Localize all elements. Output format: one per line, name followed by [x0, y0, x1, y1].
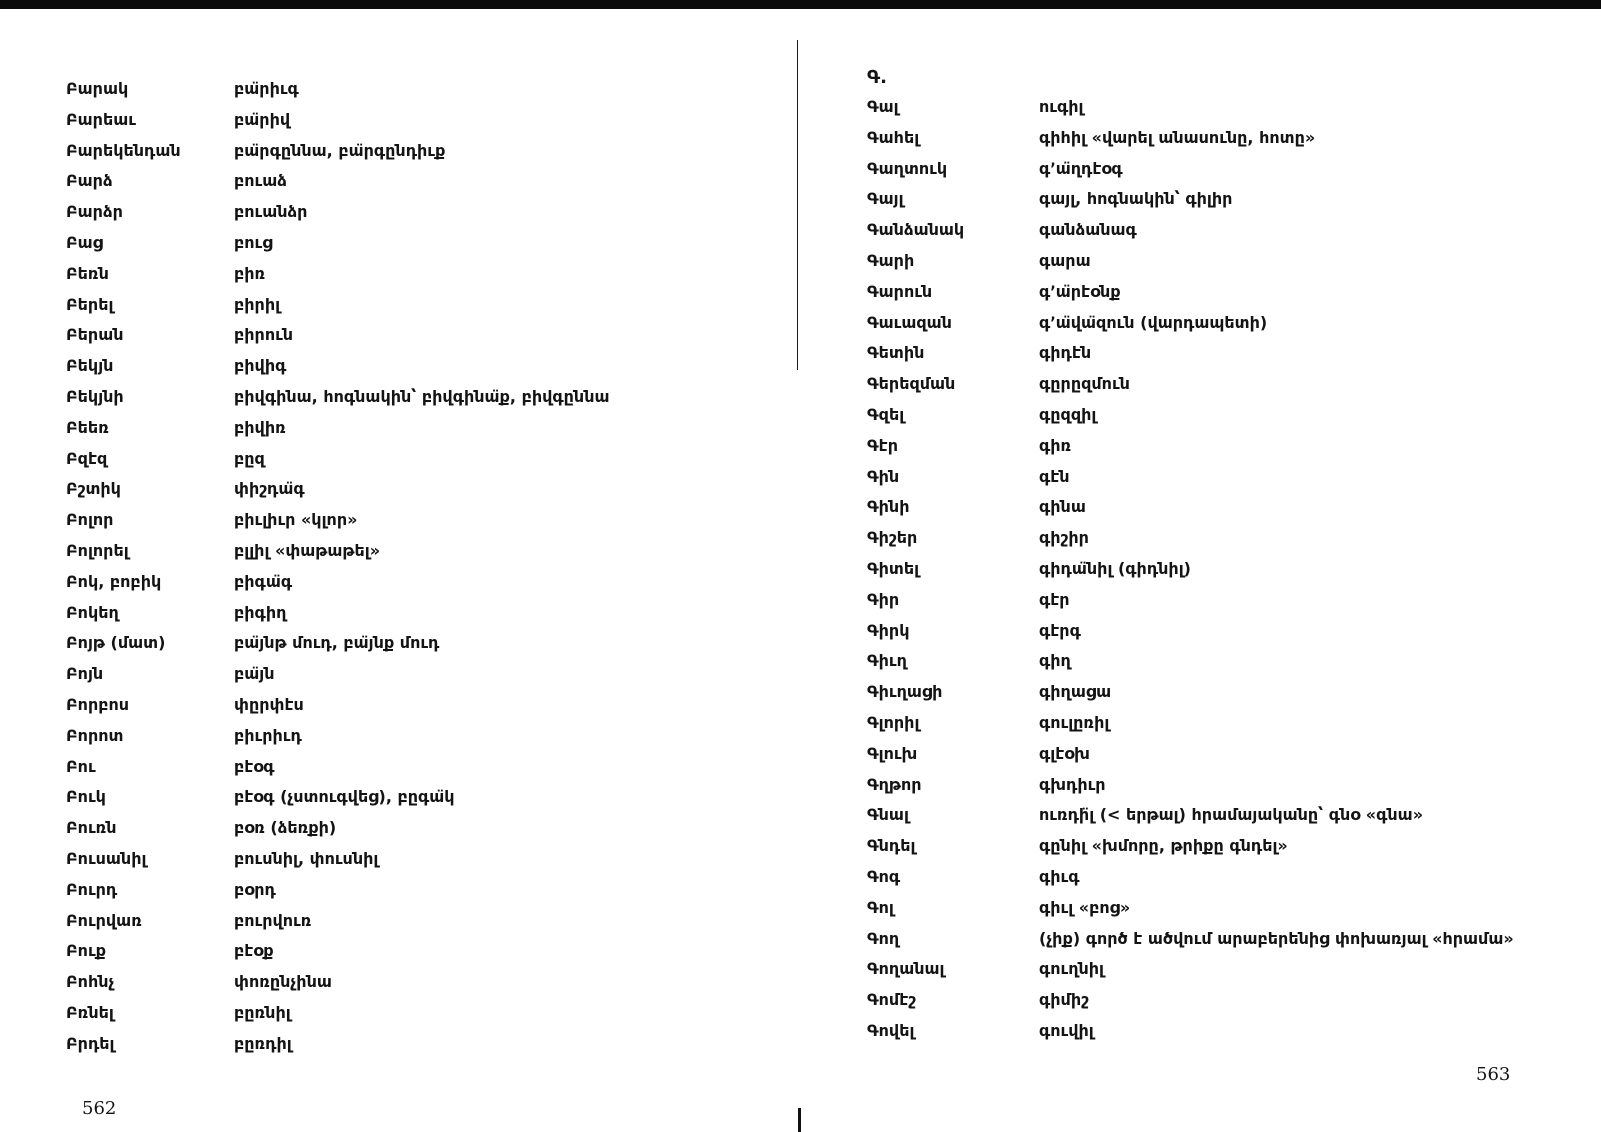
- entry-headword: Բոլորել: [66, 540, 129, 560]
- entry-dialect-form: բօռ (ձեռքի): [234, 818, 337, 838]
- entry-headword: Գնդել: [867, 836, 916, 856]
- entry-dialect-form: բիվիռ: [234, 417, 286, 437]
- entry-dialect-form: բօրդ: [234, 879, 276, 899]
- entry-dialect-form: գանձանագ: [1039, 220, 1137, 240]
- entry-headword: Գլուխ: [867, 743, 918, 763]
- entry-headword: Գանձանակ: [867, 220, 965, 240]
- entry-dialect-form: փիշդա̈գ: [234, 479, 305, 499]
- entry-headword: Բարեկենդան: [66, 140, 181, 160]
- entry-dialect-form: բիվիգ: [234, 356, 287, 376]
- entry-headword: Գողանալ: [867, 959, 945, 979]
- entry-headword: Բշտիկ: [66, 479, 121, 499]
- entry-dialect-form: գէրգ: [1039, 620, 1081, 640]
- page-number-right: 563: [1476, 1064, 1511, 1085]
- entry-headword: Գիշեր: [867, 528, 918, 548]
- entry-headword: Բեկյն: [66, 356, 114, 376]
- entry-dialect-form: բիւլիւր «կլոր»: [234, 510, 358, 530]
- entry-dialect-form: բէօգ (չստուգվեց), բըգա̈կ: [234, 787, 455, 807]
- entry-headword: Գարի: [867, 250, 915, 270]
- entry-dialect-form: բըռնիլ: [234, 1002, 291, 1022]
- entry-dialect-form: բիւրիւդ: [234, 725, 302, 745]
- entry-dialect-form: բա̈յն: [234, 664, 275, 684]
- entry-dialect-form: գիշիր: [1039, 528, 1089, 548]
- entry-headword: Բեեռ: [66, 417, 109, 437]
- entry-headword: Գլորիլ: [867, 712, 920, 732]
- entry-dialect-form: բա̈րիվ: [234, 109, 291, 129]
- entry-dialect-form: բըզ: [234, 448, 265, 468]
- entry-dialect-form: գ՚ա̈վա̈զուն (վարդապետի): [1039, 312, 1268, 332]
- entry-dialect-form: փըրփէս: [234, 694, 304, 714]
- entry-headword: Բարձր: [66, 202, 123, 222]
- entry-headword: Գարուն: [867, 281, 933, 301]
- entry-dialect-form: բէօք: [234, 941, 274, 961]
- entry-dialect-form: գիղացա: [1039, 682, 1112, 702]
- entry-dialect-form: բա̈յնթ մուդ, բա̈յնք մուդ: [234, 633, 440, 653]
- entry-headword: Գէր: [867, 435, 898, 455]
- entry-headword: Գաւազան: [867, 312, 952, 332]
- entry-dialect-form: (չիք) գործ է ածվում արաբերենից փոխառյալ «հրամա»: [1039, 928, 1514, 948]
- entry-headword: Բուրվառ: [66, 910, 142, 930]
- entry-dialect-form: բէօգ: [234, 756, 275, 776]
- entry-dialect-form: գուվիլ: [1039, 1020, 1094, 1040]
- entry-headword: Բեկյնի: [66, 386, 124, 406]
- entry-headword: Բուկ: [66, 787, 106, 807]
- entry-headword: Բարձ: [66, 171, 113, 191]
- entry-headword: Բարակ: [66, 79, 129, 98]
- entry-headword: Բու: [66, 756, 96, 776]
- entry-headword: Բոյթ (մատ): [66, 633, 166, 653]
- entry-headword: Գովել: [867, 1020, 915, 1040]
- entry-headword: Բոհնչ: [66, 972, 115, 992]
- left-page: [0, 0, 797, 1131]
- entry-headword: Բուք: [66, 941, 106, 961]
- entry-headword: Գիտել: [867, 558, 920, 578]
- entry-headword: Գալ: [867, 97, 899, 116]
- entry-dialect-form: գուղնիլ: [1039, 959, 1105, 979]
- entry-dialect-form: գըզզիլ: [1039, 404, 1097, 424]
- entry-headword: Գաղտուկ: [867, 158, 948, 178]
- entry-dialect-form: բըռդիլ: [234, 1033, 292, 1053]
- section-letter: Գ.: [867, 67, 887, 88]
- entry-headword: Բերել: [66, 294, 114, 314]
- entry-headword: Բրդել: [66, 1033, 115, 1053]
- entry-dialect-form: գխդիւր: [1039, 774, 1106, 794]
- entry-headword: Գահել: [867, 127, 920, 147]
- entry-dialect-form: գիւգ: [1039, 866, 1080, 886]
- entry-dialect-form: բուց: [234, 232, 273, 252]
- entry-dialect-form: գիմիշ: [1039, 990, 1089, 1010]
- entry-dialect-form: գուլըռիլ: [1039, 712, 1110, 732]
- entry-headword: Բարեաւ: [66, 109, 136, 129]
- entry-headword: Բերան: [66, 325, 124, 345]
- entry-headword: Բռնել: [66, 1002, 114, 1022]
- entry-headword: Գետին: [867, 343, 925, 363]
- right-page: [800, 0, 1601, 1131]
- entry-dialect-form: բուաձ: [234, 171, 287, 191]
- entry-dialect-form: փոռընչինա: [234, 972, 332, 992]
- entry-dialect-form: գայլ, հոգնակին՝ գիլիր: [1039, 189, 1233, 209]
- entry-dialect-form: գիւլ «բոց»: [1039, 897, 1131, 917]
- entry-dialect-form: բա̈րիւգ: [234, 79, 299, 98]
- entry-dialect-form: բա̈րգըննա, բա̈րգընդիւք: [234, 140, 446, 160]
- entry-headword: Գերեզման: [867, 374, 956, 394]
- entry-headword: Բուռն: [66, 818, 117, 838]
- entry-headword: Բոկ, բոբիկ: [66, 571, 162, 591]
- entry-dialect-form: բիվգինա, հոգնակին՝ բիվգինա̈ք, բիվգըննա: [234, 386, 610, 406]
- entry-dialect-form: բիռ: [234, 263, 266, 283]
- entry-headword: Գզել: [867, 404, 905, 424]
- entry-dialect-form: գիհիլ «վարել անասունը, հոտը»: [1039, 127, 1316, 147]
- entry-dialect-form: գըրըզմուն: [1039, 374, 1130, 394]
- entry-headword: Բորբոս: [66, 694, 130, 714]
- entry-headword: Բոլոր: [66, 510, 114, 530]
- entry-dialect-form: գ՚ա̈րէօնք: [1039, 281, 1121, 301]
- entry-headword: Բզէզ: [66, 448, 108, 468]
- entry-headword: Գոլ: [867, 897, 894, 917]
- entry-headword: Գին: [867, 466, 900, 486]
- entry-headword: Բոկեղ: [66, 602, 119, 622]
- entry-dialect-form: բիգա̈գ: [234, 571, 293, 591]
- entry-dialect-form: գլէօխ: [1039, 743, 1090, 763]
- entry-headword: Բուսանիլ: [66, 848, 147, 868]
- entry-headword: Գինի: [867, 497, 910, 517]
- entry-dialect-form: բիգիղ: [234, 602, 287, 622]
- entry-headword: Բեռն: [66, 263, 109, 283]
- entry-headword: Բուրդ: [66, 879, 118, 899]
- entry-headword: Գայլ: [867, 189, 904, 209]
- entry-headword: Բորոտ: [66, 725, 124, 745]
- entry-dialect-form: բուրվուռ: [234, 910, 312, 930]
- entry-headword: Բոյն: [66, 664, 104, 684]
- entry-dialect-form: գ՚ա̈ղդէօգ: [1039, 158, 1123, 178]
- entry-dialect-form: գինա: [1039, 497, 1086, 517]
- entry-dialect-form: բուանձր: [234, 202, 308, 222]
- entry-headword: Գոմէշ: [867, 990, 917, 1010]
- entry-dialect-form: գիդէն: [1039, 343, 1092, 363]
- entry-dialect-form: գընիլ «խմորը, թրիքը գնդել»: [1039, 836, 1288, 856]
- entry-dialect-form: գարա: [1039, 250, 1091, 270]
- entry-dialect-form: ուռդի̈լ (< երթալ) հրամայականը՝ գնօ «գնա»: [1039, 805, 1424, 825]
- entry-dialect-form: գէր: [1039, 589, 1070, 609]
- entry-dialect-form: ուգիլ: [1039, 97, 1084, 116]
- entry-dialect-form: բուսնիլ, փուսնիլ: [234, 848, 379, 868]
- entry-headword: Գիր: [867, 589, 900, 609]
- entry-headword: Գղթոր: [867, 774, 922, 794]
- entry-headword: Գնալ: [867, 805, 909, 825]
- entry-dialect-form: գէն: [1039, 466, 1070, 486]
- book-gutter-line: [797, 40, 798, 370]
- entry-headword: Գիւղ: [867, 651, 907, 671]
- entry-dialect-form: գիռ: [1039, 435, 1072, 455]
- entry-headword: Գիւղացի: [867, 682, 943, 702]
- entry-dialect-form: բիրիլ: [234, 294, 281, 314]
- entry-headword: Բաց: [66, 232, 103, 252]
- entry-dialect-form: գիղ: [1039, 651, 1071, 671]
- entry-dialect-form: բլլիլ «փաթաթել»: [234, 540, 381, 560]
- entry-headword: Գիրկ: [867, 620, 910, 640]
- entry-headword: Գող: [867, 928, 900, 948]
- entry-dialect-form: բիրուն: [234, 325, 294, 345]
- entry-headword: Գոգ: [867, 866, 901, 886]
- entry-dialect-form: գիդա̈նիլ (գիդնիլ): [1039, 558, 1191, 578]
- page-number-left: 562: [82, 1098, 117, 1119]
